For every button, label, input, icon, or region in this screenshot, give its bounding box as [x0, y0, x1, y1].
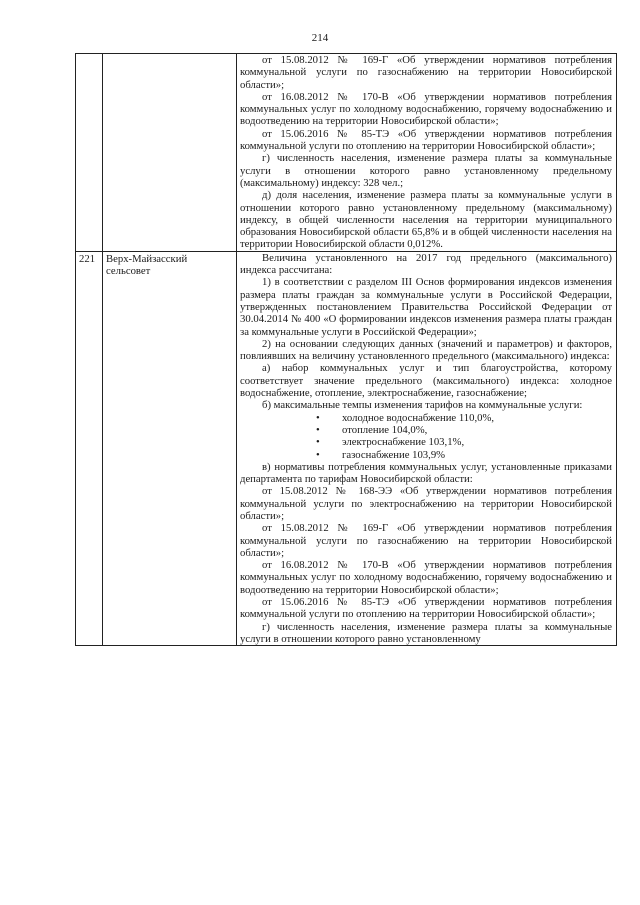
paragraph: от 15.06.2016 № 85-ТЭ «Об утверждении нормативов потребления коммунальной услуги по отоплению на территории Новосибирской области»; — [240, 127, 612, 153]
paragraph: Величина установленного на 2017 год предельного (максимального) индекса рассчитана: — [240, 251, 612, 277]
paragraph: 1) в соответствии с разделом III Основ формирования индексов изменения размера платы граждан за коммунальные услуги в Российской Федерации, утвержденных постановлением Правительства Российской Федерации от 30.04.2014 № 400 «О формировании индексов изменения размера платы граждан за коммунальные услуги в Российской Федерации»; — [240, 276, 612, 338]
municipality-index-table — [75, 53, 617, 646]
paragraph: д) доля населения, изменение размера платы за коммунальные услуги в отношении которого равно установленному предельному (максимальному) индексу, в общей численности населения на территории муниципального образования Новосибирской области 65,8% и в общей численности населения на территории Новосибирской области 0,012%. — [240, 189, 612, 251]
list-item: • газоснабжение 103,9% — [240, 449, 612, 461]
paragraph: от 16.08.2012 № 170-В «Об утверждении нормативов потребления коммунальных услуг по холодному водоснабжению, горячему водоснабжению и водоотведению на территории Новосибирской области»; — [240, 90, 612, 128]
tariff-growth-list — [240, 412, 612, 461]
municipality-name-cell — [103, 251, 237, 646]
paragraph: от 15.08.2012 № 169-Г «Об утверждении нормативов потребления коммунальной услуги по газоснабжению на территории Новосибирской области»; — [240, 522, 612, 559]
row-number-cell — [76, 251, 103, 646]
description-cell — [237, 251, 617, 646]
table-row — [76, 54, 617, 252]
description-cell — [237, 54, 617, 252]
row-number: 221 — [79, 252, 96, 265]
row-number — [76, 54, 102, 56]
paragraph: от 16.08.2012 № 170-В «Об утверждении нормативов потребления коммунальных услуг по холодному водоснабжению, горячему водоснабжению и водоотведению на территории Новосибирской области»; — [240, 559, 612, 596]
list-item: • отопление 104,0%, — [240, 424, 612, 436]
paragraph: от 15.06.2016 № 85-ТЭ «Об утверждении нормативов потребления коммунальной услуги по отоплению на территории Новосибирской области»; — [240, 596, 612, 621]
page-number: 214 — [311, 32, 329, 44]
paragraph: в) нормативы потребления коммунальных услуг, установленные приказами департамента по тарифам Новосибирской области: — [240, 460, 612, 486]
paragraph: г) численность населения, изменение размера платы за коммунальные услуги в отношении которого равно установленному — [240, 620, 612, 645]
table-row — [76, 251, 617, 646]
paragraph: 2) на основании следующих данных (значений и параметров) и факторов, повлиявших на величину установленного предельного (максимального) индекса: — [240, 337, 612, 363]
paragraph: а) набор коммунальных услуг и тип благоустройства, которому соответствует значение предельного (максимального) индекса: холодное водоснабжение, отопление, электроснабжение, газоснабжение; — [240, 362, 612, 400]
list-item: • электроснабжение 103,1%, — [240, 436, 612, 448]
paragraph: г) численность населения, изменение размера платы за коммунальные услуги в отношении которого равно установленному предельному (максимальному) индексу: 328 чел.; — [240, 152, 612, 189]
municipality-name — [103, 54, 236, 56]
municipality-name: Верх-Майзасский сельсовет — [106, 252, 188, 278]
paragraph: от 15.08.2012 № 169-Г «Об утверждении нормативов потребления коммунальной услуги по газоснабжению на территории Новосибирской области»; — [240, 54, 612, 91]
row-number-cell — [76, 54, 103, 252]
paragraph: от 15.08.2012 № 168-ЭЭ «Об утверждении нормативов потребления коммунальной услуги по электроснабжению на территории Новосибирской области»; — [240, 485, 612, 522]
list-item: • холодное водоснабжение 110,0%, — [240, 412, 612, 424]
municipality-name-cell — [103, 54, 237, 252]
paragraph: б) максимальные темпы изменения тарифов на коммунальные услуги: — [262, 399, 583, 412]
